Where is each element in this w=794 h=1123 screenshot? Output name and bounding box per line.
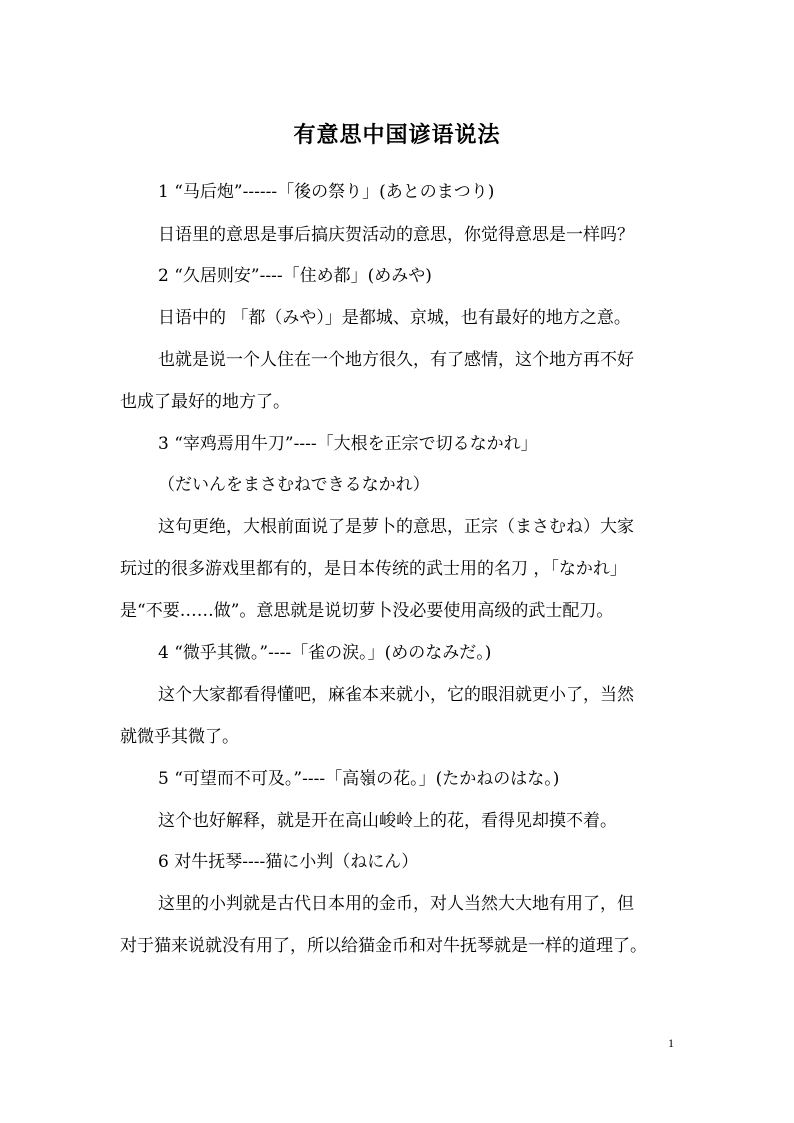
paragraph-line: 5 “可望而不可及。”----「高嶺の花。」(たかねのはな。) (158, 769, 560, 789)
paragraph-line: 日语中的 「都（みや）」是都城、京城，也有最好的地方之意。 (158, 308, 631, 328)
paragraph-line: 这里的小判就是古代日本用的金币，对人当然大大地有用了，但 (158, 894, 634, 914)
paragraph-line: 对于猫来说就没有用了，所以给猫金币和对牛抚琴就是一样的道理了。 (120, 936, 647, 956)
paragraph-line: 这个也好解释，就是开在高山峻岭上的花，看得见却摸不着。 (158, 811, 617, 831)
paragraph-line: 4 “微乎其微。”----「雀の涙。」(めのなみだ。) (158, 643, 492, 663)
paragraph-line: 这个大家都看得懂吧，麻雀本来就小，它的眼泪就更小了，当然 (158, 685, 634, 705)
paragraph-line: 1 “马后炮”------「後の祭り」(あとのまつり) (158, 182, 495, 202)
page-number: 1 (668, 1036, 674, 1050)
paragraph-line: （だいんをまさむねできるなかれ） (158, 475, 430, 495)
paragraph-line: 日语里的意思是事后搞庆贺活动的意思，你觉得意思是一样吗？ (158, 225, 634, 245)
paragraph-line: 玩过的很多游戏里都有的，是日本传统的武士用的名刀 ，「なかれ」 (120, 559, 627, 579)
paragraph-line: 3 “宰鸡焉用牛刀”----「大根を正宗で切るなかれ」 (158, 434, 538, 454)
paragraph-line: 2 “久居则安”----「住め都」(めみや) (158, 266, 432, 286)
paragraph-line: 也就是说一个人住在一个地方很久，有了感情，这个地方再不好 (158, 350, 634, 370)
document-title: 有意思中国谚语说法 (293, 122, 501, 148)
paragraph-line: 这句更绝，大根前面说了是萝卜的意思，正宗（まさむね）大家 (158, 517, 634, 537)
paragraph-line: 就微乎其微了。 (120, 727, 239, 747)
paragraph-line: 也成了最好的地方了。 (120, 392, 290, 412)
paragraph-line: 6 对牛抚琴----猫に小判（ねにん） (158, 852, 419, 872)
paragraph-line: 是“不要……做”。意思就是说切萝卜没必要使用高级的武士配刀。 (120, 601, 614, 621)
